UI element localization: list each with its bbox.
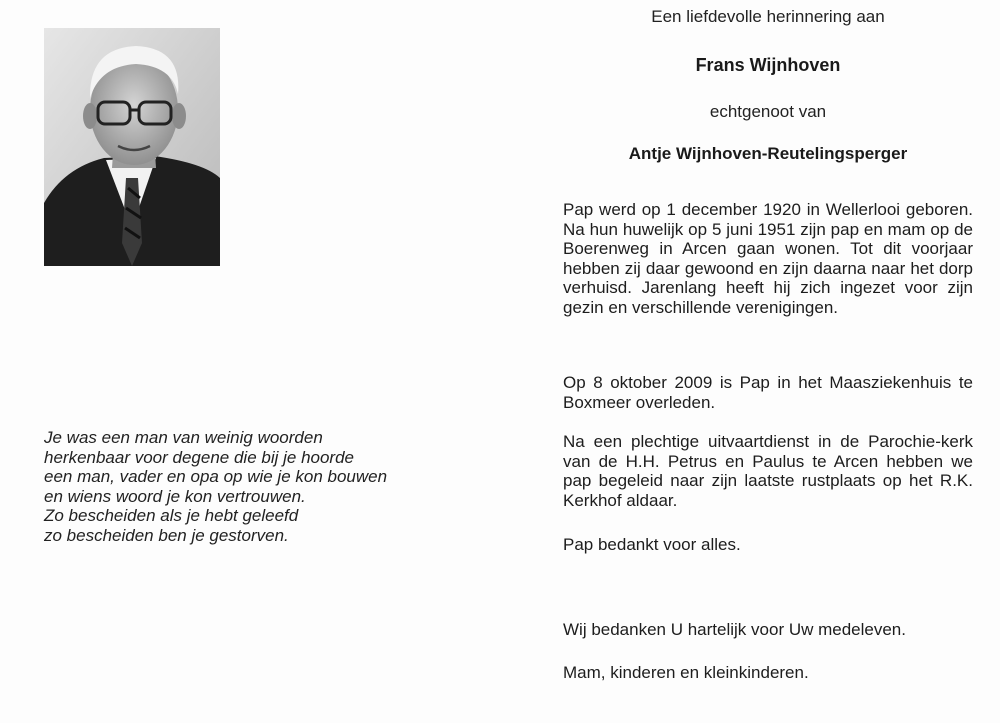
poem	[44, 428, 474, 546]
biography-paragraph: Pap werd op 1 december 1920 in Wellerlooi geboren. Na hun huwelijk op 5 juni 1951 zijn pap en mam op de Boerenweg in Arcen gaan wonen. Tot dit voorjaar hebben zij daar gewoond en zijn daarna naar het dorp verhuisd. Jarenlang heeft hij zich ingezet voor zijn gezin en verschillende verenigingen.	[563, 200, 973, 317]
death-paragraph: Op 8 oktober 2009 is Pap in het Maasziekenhuis te Boxmeer overleden.	[563, 373, 973, 412]
poem-line: zo bescheiden ben je gestorven.	[44, 525, 289, 545]
deceased-name: Frans Wijnhoven	[695, 55, 841, 75]
poem-line: herkenbaar voor degene die bij je hoorde	[44, 447, 355, 467]
poem-line: een man, vader en opa op wie je kon bouwen	[44, 467, 388, 487]
funeral-paragraph: Na een plechtige uitvaartdienst in de Parochie-kerk van de H.H. Petrus en Paulus te Arcen hebben we pap begeleid naar zijn laatste rustplaats op het R.K. Kerkhof aldaar.	[563, 432, 973, 510]
poem-line: en wiens woord je kon vertrouwen.	[44, 486, 306, 506]
signature-line: Mam, kinderen en kleinkinderen.	[563, 663, 809, 682]
thanks-line: Pap bedankt voor alles.	[563, 535, 741, 554]
poem-line: Je was een man van weinig woorden	[44, 428, 323, 447]
intro-heading: Een liefdevolle herinnering aan	[651, 7, 885, 26]
gratitude-line: Wij bedanken U hartelijk voor Uw medeleven.	[563, 620, 906, 639]
portrait-photo-icon	[44, 28, 220, 266]
spouse-name: Antje Wijnhoven-Reutelingsperger	[628, 144, 908, 163]
spouse-label: echtgenoot van	[709, 102, 827, 121]
poem-line: Zo bescheiden als je hebt geleefd	[44, 506, 299, 526]
